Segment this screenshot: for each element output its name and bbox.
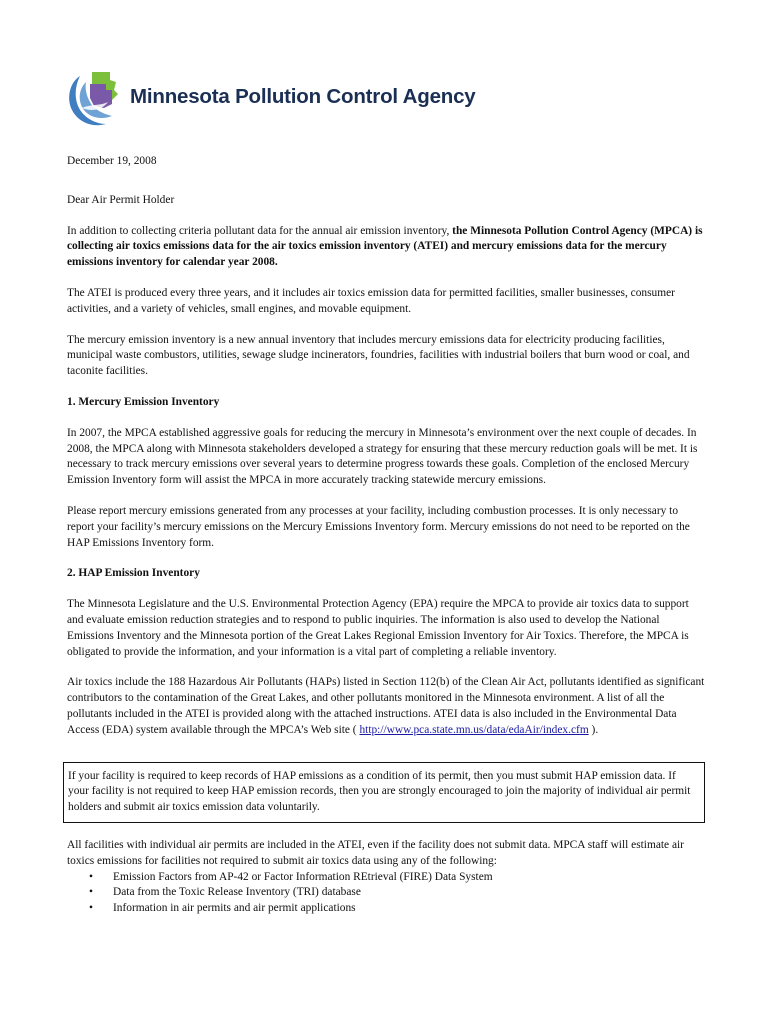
section-1-paragraph-2: Please report mercury emissions generated from any processes at your facility, including combustion processes. It is only necessary to report your facility’s mercury emissions on the Mercury Emissions Inventory form. Mercury emissions do not need to be reported on the HAP Emissions Inventory form. xyxy=(67,504,690,549)
intro-paragraph xyxy=(67,224,707,271)
mpca-logo-icon xyxy=(66,68,126,128)
section-2-text: Air toxics include the 188 Hazardous Air Pollutants (HAPs) listed in Section 112(b) of the Clean Air Act, pollutants identified as significant contributors to the contamination of the Great Lakes, and other pollutants monitored in the Minnesota environment. A list of all the pollutants included in the ATEI is provided along with the attached instructions. ATEI data is also included in the Environmental Data Access (EDA) system available through the MPCA’s Web site ( xyxy=(67,676,705,736)
bullet-icon: • xyxy=(89,870,93,883)
section-1-paragraph-1: In 2007, the MPCA established aggressive goals for reducing the mercury in Minnesota’s environment over the next couple of decades. In 2008, the MPCA along with Minnesota stakeholders developed a strategy for ensuring that these mercury reduction goals will be met. It is necessary to track mercury emissions over several years to determine progress towards these goals. Completion of the enclosed Mercury Emission Inventory form will assist the MPCA in more accurately tracking statewide mercury emissions. xyxy=(67,426,698,487)
list-item xyxy=(67,901,707,917)
letter-body xyxy=(67,150,707,917)
list-item-text: Information in air permits and air permit applications xyxy=(113,902,356,915)
section-2-text-end: ). xyxy=(588,723,599,736)
mercury-paragraph: The mercury emission inventory is a new annual inventory that includes mercury emissions data for electricity producing facilities, municipal waste combustors, utilities, sewage sludge incinerators, foundries, facilities with industrial boilers that burn wood or coal, and taconite facilities. xyxy=(67,333,690,378)
closing-paragraph: All facilities with individual air permits are included in the ATEI, even if the facility does not submit data. MPCA staff will estimate air toxics emissions for facilities not required to submit air toxics data using any of the following: xyxy=(67,838,684,867)
intro-bold-text: the Minnesota Pollution Control Agency (MPCA) is collecting air toxics emissions data for the air toxics emission inventory (ATEI) and mercury emissions data for the mercury emissions inventory for calendar year 2008. xyxy=(67,224,703,269)
letter-date: December 19, 2008 xyxy=(67,155,157,167)
eda-web-link[interactable]: http://www.pca.state.mn.us/data/edaAir/index.cfm xyxy=(359,723,589,736)
bullet-icon: • xyxy=(89,886,93,899)
notice-box xyxy=(63,762,705,823)
section-1-heading: 1. Mercury Emission Inventory xyxy=(67,395,220,408)
agency-logo xyxy=(66,68,476,128)
agency-name: Minnesota Pollution Control Agency xyxy=(130,85,476,108)
salutation: Dear Air Permit Holder xyxy=(67,193,175,206)
section-2-paragraph-2 xyxy=(67,675,707,738)
list-item-text: Emission Factors from AP-42 or Factor Information REtrieval (FIRE) Data System xyxy=(113,870,493,883)
section-2-heading: 2. HAP Emission Inventory xyxy=(67,567,200,580)
section-2-paragraph-1: The Minnesota Legislature and the U.S. Environmental Protection Agency (EPA) require the MPCA to provide air toxics data to support and evaluate emission reduction strategies and to respond to public inquiries. The information is also used to develop the National Emissions Inventory and the Minnesota portion of the Great Lakes Regional Emission Inventory for Air Toxics. Therefore, the MPCA is obligated to provide the information, and your information is a vital part of completing a reliable inventory. xyxy=(67,598,689,658)
bullet-icon: • xyxy=(89,902,93,915)
estimation-methods-list xyxy=(67,870,707,917)
intro-text: In addition to collecting criteria pollutant data for the annual air emission inventory, xyxy=(67,224,453,237)
list-item xyxy=(67,870,707,886)
atei-paragraph: The ATEI is produced every three years, and it includes air toxics emission data for permitted facilities, smaller businesses, consumer activities, and a variety of vehicles, small engines, and movable equipment. xyxy=(67,286,675,315)
notice-text: If your facility is required to keep records of HAP emissions as a condition of its permit, then you must submit HAP emission data. If your facility is not required to keep HAP emission records, then you are strongly encouraged to join the majority of individual air permit holders and submit air toxics emission data voluntarily. xyxy=(68,769,691,814)
list-item-text: Data from the Toxic Release Inventory (TRI) database xyxy=(113,886,361,899)
list-item xyxy=(67,885,707,901)
